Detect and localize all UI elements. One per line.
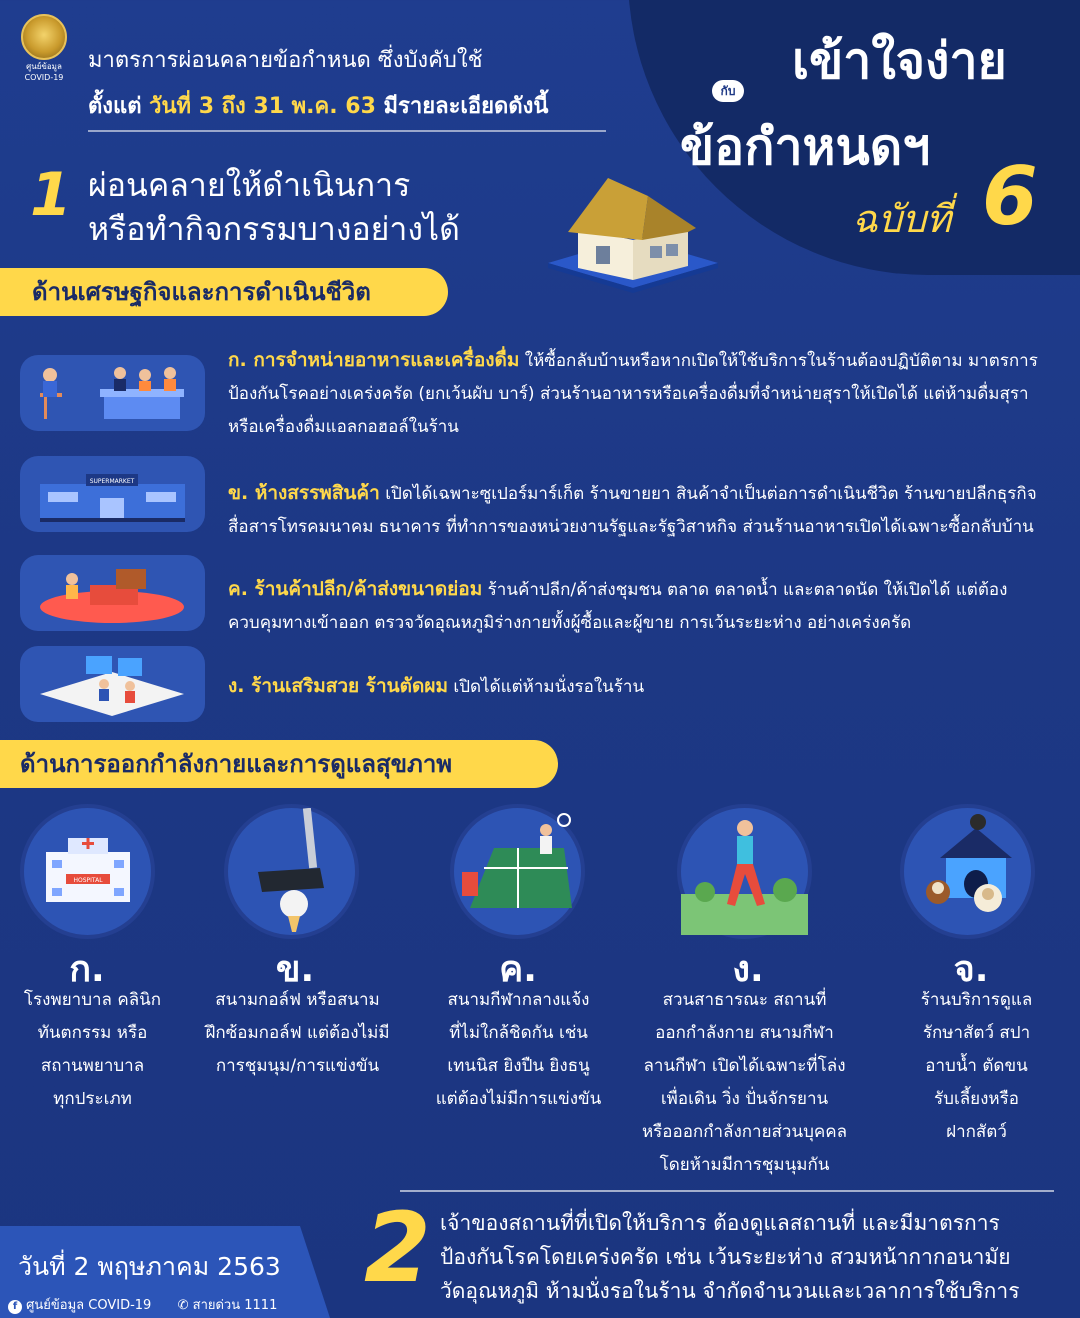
golf-circle	[224, 804, 359, 939]
economy-item-a	[228, 344, 1058, 444]
health-item-a-line: ทันตกรรม หรือ	[37, 1023, 148, 1043]
health-tab: ด้านการออกกำลังกายและการดูแลสุขภาพ	[0, 740, 558, 788]
pet-house-icon	[904, 808, 1031, 935]
section2-text	[440, 1206, 1070, 1308]
economy-item-d-head: ง. ร้านเสริมสวย ร้านตัดผม	[228, 675, 449, 697]
supermarket-icon	[20, 456, 205, 532]
tennis-circle	[450, 804, 585, 939]
health-item-e-line: ร้านบริการดูแล	[920, 990, 1033, 1010]
issue-number: 6	[982, 150, 1038, 243]
runner-icon	[681, 808, 808, 935]
health-item-c-letter: ค.	[499, 949, 537, 990]
retail-shop-illustration	[20, 555, 205, 631]
restaurant-icon	[20, 355, 205, 431]
salon-illustration	[20, 646, 205, 722]
section2-divider	[400, 1190, 1054, 1192]
health-item-c-line: ที่ไม่ใกล้ชิดกัน เช่น	[449, 1023, 588, 1043]
header-line-2	[88, 88, 548, 123]
covid-center-logo	[16, 14, 72, 80]
seal-icon	[21, 14, 67, 60]
economy-item-a-head: ก. การจำหน่ายอาหารและเครื่องดื่ม	[228, 349, 520, 371]
economy-item-c	[228, 573, 1058, 640]
facebook-label: ศูนย์ข้อมูล COVID-19	[26, 1298, 152, 1313]
section2-line: ป้องกันโรคโดยเคร่งครัด เช่น เว้นระยะห่าง สวมหน้ากากอนามัย	[440, 1245, 1011, 1269]
issue-label: ฉบับที่	[852, 197, 952, 241]
health-item-e-line: รักษาสัตว์ สปา	[922, 1023, 1031, 1043]
health-item-a-line: สถานพยาบาล	[40, 1056, 145, 1076]
title-line-2: ข้อกำหนดฯ	[680, 118, 931, 176]
health-item-d-line: หรือออกกำลังกายส่วนบุคคล	[641, 1122, 848, 1142]
economy-item-d	[228, 670, 1058, 704]
economy-item-b-body: เปิดได้เฉพาะซูเปอร์มาร์เก็ต ร้านขายยา สินค้าจำเป็นต่อการดำเนินชีวิต ร้านขายปลีกธุรกิจ สื่อสารโทรคมนาคม ธนาคาร ที่ทำการของหน่วยงานรัฐและรัฐวิสาหกิจ ส่วนร้านอาหารเปิดได้เฉพาะซื้อกลับบ้าน	[228, 484, 1037, 537]
restaurant-illustration	[20, 355, 205, 431]
health-item-d-desc	[637, 984, 852, 1182]
section1-number: 1	[30, 160, 72, 230]
section1-line-2: หรือทำกิจกรรมบางอย่างได้	[88, 210, 460, 248]
section2-line: เจ้าของสถานที่ที่เปิดให้บริการ ต้องดูแลสถานที่ และมีมาตรการ	[440, 1211, 1000, 1235]
economy-item-d-body: เปิดได้แต่ห้ามนั่งรอในร้าน	[448, 677, 645, 697]
health-item-d-line: ลานกีฬา เปิดได้เฉพาะที่โล่ง	[643, 1056, 846, 1076]
publish-date: วันที่ 2 พฤษภาคม 2563	[18, 1252, 281, 1281]
header-date-highlight: วันที่ 3 ถึง 31 พ.ค. 63	[149, 94, 376, 119]
supermarket-illustration	[20, 456, 205, 532]
phone-icon: ✆	[177, 1298, 189, 1313]
health-item-e-line: ฝากสัตว์	[946, 1122, 1007, 1142]
supermarket-sign: SUPERMARKET	[89, 478, 135, 485]
health-item-e-letter: จ.	[953, 949, 989, 990]
health-item-b-line: ฝึกซ้อมกอล์ฟ แต่ต้องไม่มี	[205, 1023, 390, 1043]
logo-text-1: ศูนย์ข้อมูล	[26, 62, 62, 71]
health-item-c-line: สนามกีฬากลางแจ้ง	[447, 990, 590, 1010]
health-item-b-letter: ข.	[275, 949, 315, 990]
health-item-c-line: แต่ต้องไม่มีการแข่งขัน	[435, 1089, 602, 1109]
health-item-d-letter: ง.	[732, 949, 764, 990]
pet-care-circle	[900, 804, 1035, 939]
title-line-1: เข้าใจง่าย	[792, 32, 1007, 90]
economy-item-b-head: ข. ห้างสรรพสินค้า	[228, 482, 380, 504]
economy-item-c-head: ค. ร้านค้าปลีก/ค้าส่งขนาดย่อม	[228, 578, 483, 600]
section2-number: 2	[364, 1192, 431, 1304]
facebook-icon: f	[8, 1300, 22, 1314]
health-item-d-line: สวนสาธารณะ สถานที่	[662, 990, 827, 1010]
health-item-d-line: เพื่อเดิน วิ่ง ปั่นจักรยาน	[660, 1089, 829, 1109]
header-line-1: มาตรการผ่อนคลายข้อกำหนด ซึ่งบังคับใช้	[88, 48, 483, 73]
house-illustration	[538, 168, 728, 308]
hospital-sign: HOSPITAL	[73, 877, 103, 884]
section2-line: วัดอุณหภูมิ ห้ามนั่งรอในร้าน จำกัดจำนวนและเวลาการใช้บริการ	[440, 1279, 1020, 1303]
hospital-circle	[20, 804, 155, 939]
park-circle	[677, 804, 812, 939]
economy-item-a-body: ให้ซื้อกลับบ้านหรือหากเปิดให้ใช้บริการในร้านต้องปฏิบัติตาม มาตรการป้องกันโรคอย่างเคร่งครัด (ยกเว้นผับ บาร์) ส่วนร้านอาหารหรือเครื่องดื่มที่จำหน่ายสุราให้เปิดได้ แต่ห้ามดื่มสุราหรือเครื่องดื่มแอลกอฮอล์ในร้าน	[228, 351, 1038, 437]
health-item-a-line: โรงพยาบาล คลินิก	[23, 990, 162, 1010]
tennis-icon	[454, 808, 581, 935]
golf-icon	[228, 808, 355, 935]
hospital-icon	[24, 808, 151, 935]
economy-item-b	[228, 477, 1058, 544]
health-item-a-letter: ก.	[69, 949, 105, 990]
hotline-label: สายด่วน 1111	[192, 1298, 278, 1313]
header-line2-post: มีรายละเอียดดังนี้	[375, 94, 549, 119]
footer-contacts	[8, 1294, 277, 1315]
health-item-c-desc	[411, 984, 626, 1116]
health-item-e-desc	[869, 984, 1080, 1149]
header-divider	[88, 130, 606, 132]
health-item-e-line: รับเลี้ยงหรือ	[934, 1089, 1019, 1109]
health-item-b-desc	[190, 984, 405, 1083]
health-item-b-line: การชุมนุม/การแข่งขัน	[215, 1056, 380, 1076]
logo-text-2: COVID-19	[24, 73, 64, 82]
title-small-badge: กับ	[712, 80, 744, 102]
section1-line-1: ผ่อนคลายให้ดำเนินการ	[88, 166, 411, 204]
health-item-c-line: เทนนิส ยิงปืน ยิงธนู	[447, 1056, 590, 1076]
health-item-a-line: ทุกประเภท	[53, 1089, 132, 1109]
health-item-d-line: โดยห้ามมีการชุมนุมกัน	[659, 1155, 830, 1175]
header-line2-pre: ตั้งแต่	[88, 94, 150, 119]
health-item-d-line: ออกกำลังกาย สนามกีฬา	[655, 1023, 834, 1043]
health-item-a-desc	[0, 984, 200, 1116]
economy-item-c-body: ร้านค้าปลีก/ค้าส่งชุมชน ตลาด ตลาดน้ำ และตลาดนัด ให้เปิดได้ แต่ต้อง ควบคุมทางเข้าออก ตรวจวัดอุณหภูมิร่างกายทั้งผู้ซื้อและผู้ขาย การเว้นระยะห่าง อย่างเคร่งครัด	[228, 580, 1008, 633]
economy-tab: ด้านเศรษฐกิจและการดำเนินชีวิต	[0, 268, 448, 316]
salon-icon	[20, 646, 205, 722]
shop-stall-icon	[20, 555, 205, 631]
health-item-e-line: อาบน้ำ ตัดขน	[925, 1056, 1028, 1076]
health-item-b-line: สนามกอล์ฟ หรือสนาม	[215, 990, 380, 1010]
